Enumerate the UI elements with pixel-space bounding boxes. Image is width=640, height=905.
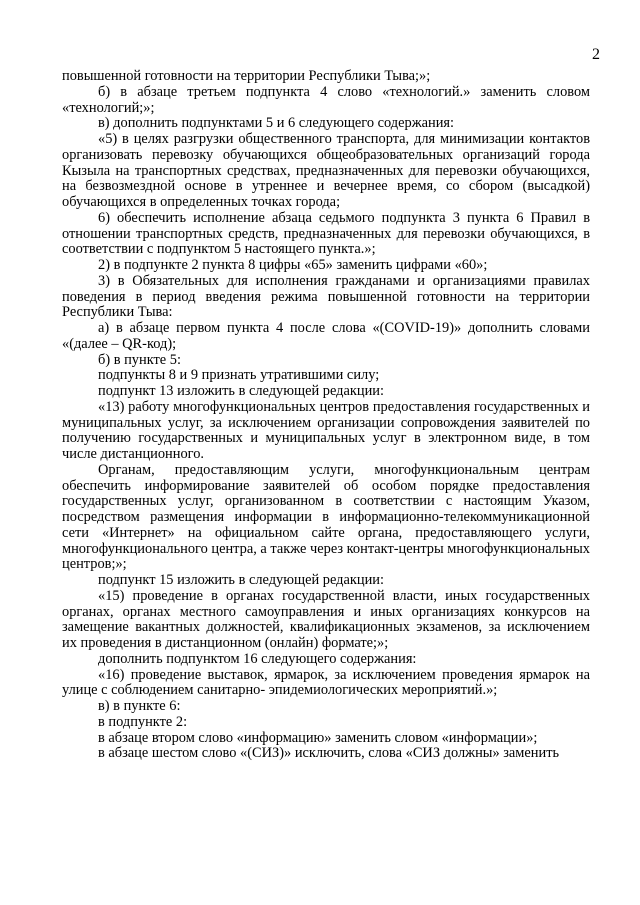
- paragraph: в абзаце шестом слово «(СИЗ)» исключить, слова «СИЗ должны» заменить: [98, 745, 560, 762]
- paragraph: подпункты 8 и 9 признать утратившими силу;: [98, 367, 380, 384]
- paragraph: повышенной готовности на территории Республики Тыва;»;: [62, 68, 431, 84]
- paragraph: Органам, предоставляющим услуги, многофункциональным центрам обеспечить информирование заявителей об особом порядке предоставления государственных услуг, организованном в соответствии с настоящим Указом, посредством размещения информации в информационно-телекоммуникационной сети «Интернет» на официальном сайте органа, предоставляющего услуги, многофункционального центра, а также через контакт-центры многофункциональных центров;»;: [62, 461, 590, 573]
- paragraph: «15) проведение в органах государственной власти, иных государственных органах, органах местного самоуправления и иных организациях конкурсов на замещение вакантных должностей, квалификационных экзаменов, за исключением их проведения в дистанционном (онлайн) формате;»;: [62, 587, 590, 651]
- paragraph: 3) в Обязательных для исполнения гражданами и организациями правилах поведения в период введения режима повышенной готовности на территории Республики Тыва:: [62, 272, 590, 321]
- page-number: 2: [592, 46, 600, 63]
- paragraph: а) в абзаце первом пункта 4 после слова «(COVID-19)» дополнить словами «(далее – QR-код);: [62, 320, 590, 352]
- paragraph: «16) проведение выставок, ярмарок, за исключением проведения ярмарок на улице с соблюдением санитарно- эпидемиологических мероприятий.»;: [62, 666, 590, 699]
- paragraph: в абзаце втором слово «информацию» заменить словом «информации»;: [98, 729, 538, 746]
- paragraph: в) дополнить подпунктами 5 и 6 следующего содержания:: [98, 115, 455, 132]
- paragraph: подпункт 13 изложить в следующей редакции:: [98, 383, 384, 399]
- paragraph: в) в пункте 6:: [98, 698, 181, 714]
- paragraph: дополнить подпунктом 16 следующего содержания:: [98, 650, 417, 667]
- paragraph: 6) обеспечить исполнение абзаца седьмого подпункта 3 пункта 6 Правил в отношении транспортных средств, предназначенных для перевозки обучающихся, в соответствии с подпунктом 5 настоящего пункта.»;: [62, 209, 590, 258]
- paragraph: подпункт 15 изложить в следующей редакции:: [98, 572, 384, 588]
- paragraph: «13) работу многофункциональных центров предоставления государственных и муниципальных услуг, за исключением организации сопровождения заявителей по получению государственных и муниципальных услуг в электронном виде, в том числе дистанционного.: [62, 398, 590, 462]
- paragraph: б) в пункте 5:: [98, 351, 181, 368]
- paragraph: «5) в целях разгрузки общественного транспорта, для минимизации контактов организовать перевозку обучающихся общеобразовательных организаций города Кызыла на транспортных средствах, предназначенных для перевозки обучающихся, на безвозмездной основе в утреннее и вечернее время, со сбором (высадкой) обучающихся в определенных точках города;: [62, 131, 590, 210]
- paragraph: 2) в подпункте 2 пункта 8 цифры «65» заменить цифрами «60»;: [98, 257, 488, 273]
- document-body: [62, 69, 590, 762]
- paragraph: б) в абзаце третьем подпункта 4 слово «технологий.» заменить словом «технологий;»;: [62, 83, 590, 116]
- paragraph: в подпункте 2:: [98, 713, 188, 730]
